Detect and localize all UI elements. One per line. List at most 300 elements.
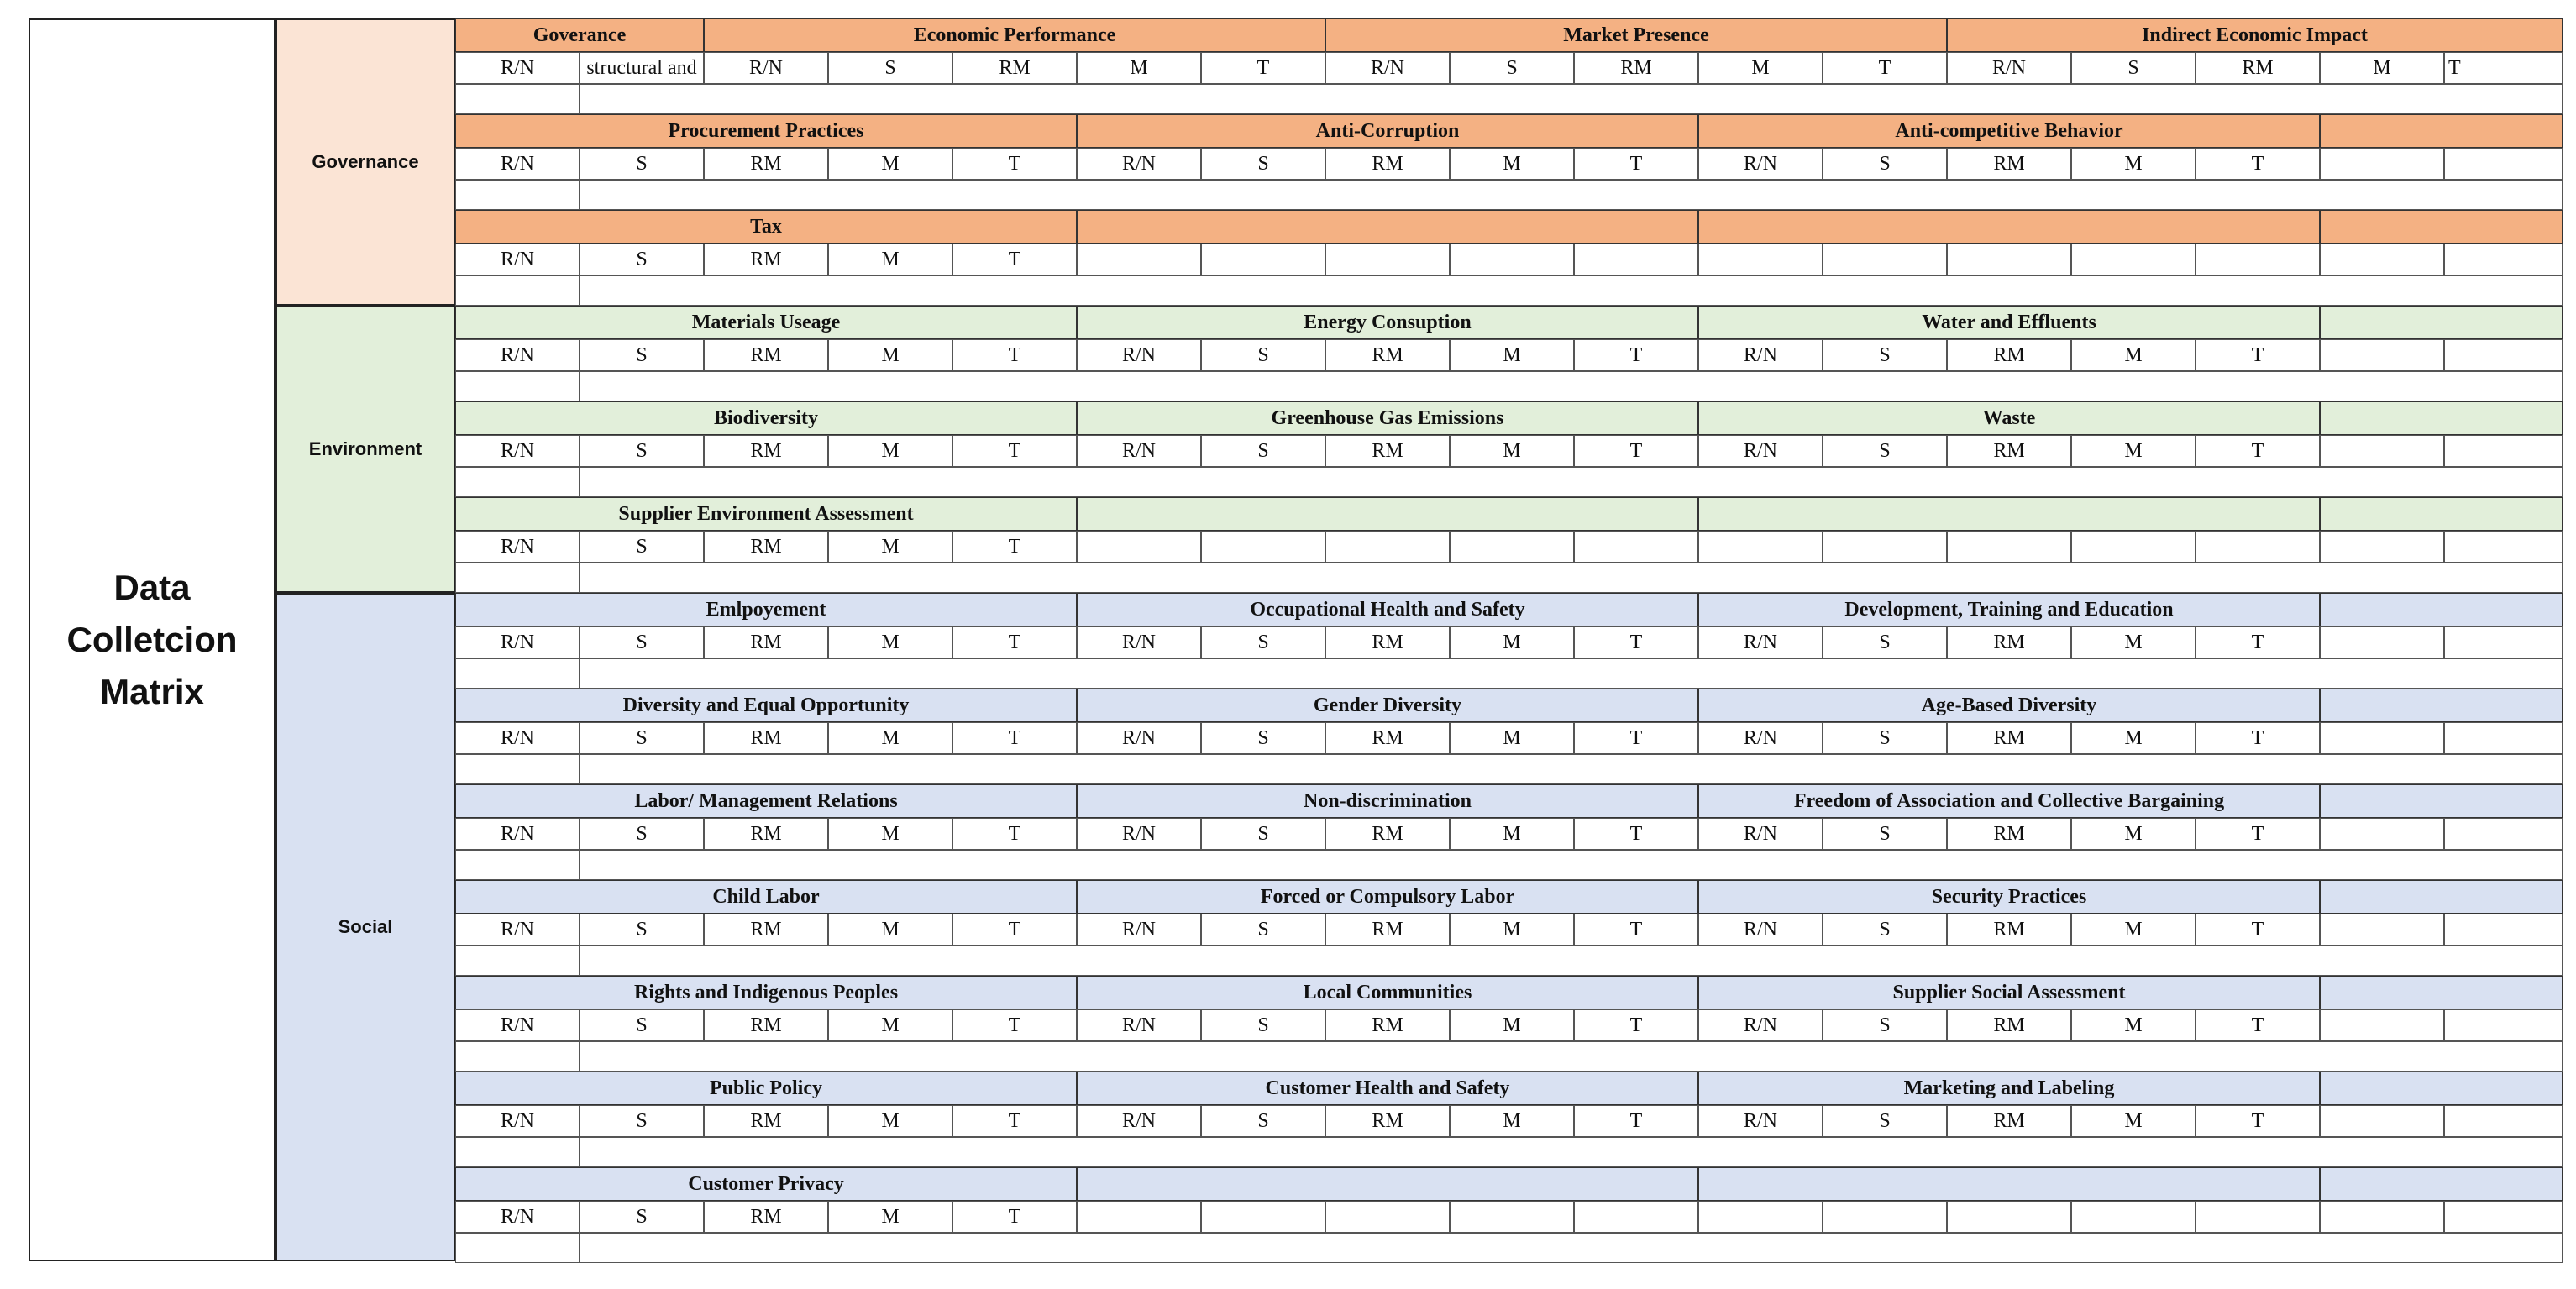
sub-label-cell[interactable]: T xyxy=(2196,722,2320,754)
notes-cell[interactable] xyxy=(455,467,580,497)
sub-label-cell[interactable]: M xyxy=(828,1009,952,1041)
topic-header: Economic Performance xyxy=(704,18,1325,52)
sub-label-cell[interactable] xyxy=(2320,1009,2444,1041)
sub-label-cell[interactable]: R/N xyxy=(455,722,580,754)
sub-label-cell[interactable]: S xyxy=(580,818,704,850)
sub-label-cell[interactable]: S xyxy=(1201,1105,1325,1137)
sub-label-cell[interactable]: T xyxy=(952,1201,1077,1233)
sub-label-cell[interactable]: R/N xyxy=(455,52,580,84)
topic-header: Biodiversity xyxy=(455,401,1077,435)
sub-label-cell[interactable] xyxy=(1201,531,1325,563)
sub-label-cell[interactable] xyxy=(1201,244,1325,275)
sub-label-cell[interactable]: M xyxy=(1450,339,1574,371)
sub-label-cell[interactable]: T xyxy=(2196,818,2320,850)
sub-label-cell[interactable] xyxy=(2196,531,2320,563)
sub-label-cell[interactable]: R/N xyxy=(1077,914,1201,946)
sub-label-cell[interactable] xyxy=(1698,1201,1823,1233)
sub-label-cell[interactable] xyxy=(2320,626,2444,658)
sub-label-cell[interactable]: R/N xyxy=(1077,626,1201,658)
sub-label-cell[interactable]: S xyxy=(1823,1009,1947,1041)
sub-label-cell[interactable]: T xyxy=(952,914,1077,946)
sub-label-cell[interactable]: S xyxy=(580,1201,704,1233)
sub-label-cell[interactable]: T xyxy=(2196,148,2320,180)
sub-label-cell[interactable] xyxy=(2444,722,2563,754)
sub-label-cell[interactable]: RM xyxy=(1325,435,1450,467)
sub-label-cell[interactable]: M xyxy=(2071,1105,2196,1137)
topic-header: Occupational Health and Safety xyxy=(1077,593,1698,626)
sub-label-cell[interactable]: T xyxy=(2196,339,2320,371)
sub-label-cell[interactable] xyxy=(1077,531,1201,563)
sub-label-cell[interactable]: R/N xyxy=(1947,52,2071,84)
sub-label-cell[interactable]: T xyxy=(952,626,1077,658)
topic-header: Energy Consuption xyxy=(1077,306,1698,339)
sub-label-cell[interactable]: RM xyxy=(704,1201,828,1233)
notes-cell[interactable] xyxy=(455,84,580,114)
sub-label-cell[interactable] xyxy=(2444,531,2563,563)
topic-header: Tax xyxy=(455,210,1077,244)
topic-header xyxy=(1698,497,2320,531)
topic-header xyxy=(2320,593,2563,626)
sub-label-cell[interactable] xyxy=(2071,531,2196,563)
sub-label-cell[interactable]: M xyxy=(1077,52,1201,84)
sub-label-cell[interactable]: RM xyxy=(704,244,828,275)
section-label-environment: Environment xyxy=(275,306,455,593)
sub-label-cell[interactable]: S xyxy=(1823,148,1947,180)
sub-label-cell[interactable] xyxy=(1698,531,1823,563)
sub-label-cell[interactable]: R/N xyxy=(1077,722,1201,754)
sub-label-cell[interactable]: M xyxy=(828,722,952,754)
sub-label-cell[interactable] xyxy=(2444,435,2563,467)
sub-label-cell[interactable]: RM xyxy=(1325,626,1450,658)
sub-label-cell[interactable]: T xyxy=(952,339,1077,371)
sub-label-cell[interactable] xyxy=(2444,626,2563,658)
topic-header: Diversity and Equal Opportunity xyxy=(455,689,1077,722)
sub-label-cell[interactable]: RM xyxy=(1947,1105,2071,1137)
sub-label-cell[interactable]: R/N xyxy=(1077,1105,1201,1137)
sub-label-cell[interactable]: S xyxy=(828,52,952,84)
topic-header xyxy=(2320,689,2563,722)
sub-label-cell[interactable]: R/N xyxy=(1698,435,1823,467)
sub-label-cell[interactable]: M xyxy=(2071,148,2196,180)
topic-header: Supplier Environment Assessment xyxy=(455,497,1077,531)
topic-header: Waste xyxy=(1698,401,2320,435)
sub-label-cell[interactable]: T xyxy=(1574,339,1698,371)
notes-cell[interactable] xyxy=(580,850,2563,880)
sub-label-cell[interactable] xyxy=(1325,1201,1450,1233)
topic-header: Security Practices xyxy=(1698,880,2320,914)
sub-label-cell[interactable]: RM xyxy=(1947,435,2071,467)
sub-label-cell[interactable]: RM xyxy=(1947,914,2071,946)
notes-cell[interactable] xyxy=(580,180,2563,210)
sub-label-cell[interactable]: S xyxy=(580,531,704,563)
sub-label-cell[interactable] xyxy=(1698,244,1823,275)
sub-label-cell[interactable]: T xyxy=(1201,52,1325,84)
topic-header: Customer Health and Safety xyxy=(1077,1072,1698,1105)
topic-header: Indirect Economic Impact xyxy=(1947,18,2563,52)
sub-label-cell[interactable]: RM xyxy=(1325,339,1450,371)
sub-label-cell[interactable]: S xyxy=(1201,914,1325,946)
sub-label-cell[interactable]: RM xyxy=(704,914,828,946)
sub-label-cell[interactable]: T xyxy=(952,1009,1077,1041)
sub-label-cell[interactable] xyxy=(2444,1009,2563,1041)
sub-label-cell[interactable] xyxy=(2320,339,2444,371)
sub-label-cell[interactable]: T xyxy=(952,435,1077,467)
sub-label-cell[interactable]: S xyxy=(580,1105,704,1137)
sub-label-cell[interactable]: M xyxy=(2071,339,2196,371)
topic-header xyxy=(2320,784,2563,818)
sub-label-cell[interactable] xyxy=(2444,818,2563,850)
notes-cell[interactable] xyxy=(580,754,2563,784)
sub-label-cell[interactable]: S xyxy=(1201,818,1325,850)
topic-header: Greenhouse Gas Emissions xyxy=(1077,401,1698,435)
topic-header: Anti-Corruption xyxy=(1077,114,1698,148)
sub-label-cell[interactable]: S xyxy=(1201,1009,1325,1041)
sub-label-cell[interactable]: T xyxy=(1574,435,1698,467)
sub-label-cell[interactable] xyxy=(1450,244,1574,275)
sub-label-cell[interactable]: S xyxy=(580,148,704,180)
sub-label-cell[interactable] xyxy=(1947,531,2071,563)
topic-header: Gender Diversity xyxy=(1077,689,1698,722)
sub-label-cell[interactable] xyxy=(2320,531,2444,563)
sub-label-cell[interactable]: R/N xyxy=(455,1009,580,1041)
sub-label-cell[interactable]: R/N xyxy=(1077,435,1201,467)
sub-label-cell[interactable] xyxy=(1823,1201,1947,1233)
topic-header: Market Presence xyxy=(1325,18,1947,52)
sub-label-cell[interactable]: T xyxy=(1823,52,1947,84)
sub-label-cell[interactable]: R/N xyxy=(455,1201,580,1233)
sub-label-cell[interactable] xyxy=(2196,1201,2320,1233)
notes-cell[interactable] xyxy=(455,1041,580,1072)
topic-header xyxy=(2320,1167,2563,1201)
topic-header xyxy=(2320,880,2563,914)
sub-label-cell[interactable]: R/N xyxy=(1698,148,1823,180)
sub-label-cell[interactable]: R/N xyxy=(455,339,580,371)
sub-label-cell[interactable] xyxy=(2320,722,2444,754)
sub-label-cell[interactable]: S xyxy=(1823,626,1947,658)
sub-label-cell[interactable] xyxy=(1077,244,1201,275)
sub-label-cell[interactable]: RM xyxy=(1947,339,2071,371)
notes-cell[interactable] xyxy=(455,850,580,880)
notes-cell[interactable] xyxy=(455,1233,580,1263)
sub-label-cell[interactable]: RM xyxy=(1947,818,2071,850)
sub-label-cell[interactable]: M xyxy=(2071,914,2196,946)
sub-label-cell[interactable] xyxy=(1947,1201,2071,1233)
sub-label-cell[interactable]: RM xyxy=(1325,914,1450,946)
topic-header: Anti-competitive Behavior xyxy=(1698,114,2320,148)
sub-label-cell[interactable]: T xyxy=(952,148,1077,180)
sub-label-cell[interactable]: S xyxy=(1201,722,1325,754)
topic-header: Non-discrimination xyxy=(1077,784,1698,818)
sub-label-cell[interactable] xyxy=(1574,1201,1698,1233)
sub-label-cell[interactable]: S xyxy=(1201,626,1325,658)
sub-label-cell[interactable]: R/N xyxy=(1077,148,1201,180)
topic-header: Goverance xyxy=(455,18,704,52)
notes-cell[interactable] xyxy=(580,467,2563,497)
sub-label-cell[interactable]: S xyxy=(580,339,704,371)
sub-label-cell[interactable]: RM xyxy=(704,626,828,658)
sub-label-cell[interactable]: M xyxy=(828,148,952,180)
sub-label-cell[interactable] xyxy=(2320,1105,2444,1137)
sub-label-cell[interactable]: S xyxy=(2071,52,2196,84)
topic-header: Water and Effluents xyxy=(1698,306,2320,339)
sub-label-cell[interactable]: M xyxy=(2071,435,2196,467)
topic-header xyxy=(1077,1167,1698,1201)
sub-label-cell[interactable] xyxy=(2071,244,2196,275)
sub-label-cell[interactable] xyxy=(1947,244,2071,275)
sub-label-cell[interactable]: M xyxy=(1450,435,1574,467)
sub-label-cell[interactable]: R/N xyxy=(1698,339,1823,371)
sub-label-cell[interactable]: RM xyxy=(1325,818,1450,850)
sub-label-cell[interactable]: R/N xyxy=(1325,52,1450,84)
sub-label-cell[interactable]: RM xyxy=(704,435,828,467)
notes-cell[interactable] xyxy=(580,371,2563,401)
sub-label-cell[interactable] xyxy=(1325,244,1450,275)
sub-label-cell[interactable]: M xyxy=(828,914,952,946)
sub-label-cell[interactable]: M xyxy=(2320,52,2444,84)
sub-label-cell[interactable]: RM xyxy=(704,1105,828,1137)
sub-label-cell[interactable]: R/N xyxy=(704,52,828,84)
sub-label-cell[interactable]: RM xyxy=(704,148,828,180)
sub-label-cell[interactable] xyxy=(1574,531,1698,563)
sub-label-cell[interactable]: S xyxy=(580,244,704,275)
sub-label-cell[interactable]: M xyxy=(2071,626,2196,658)
sub-label-cell[interactable]: S xyxy=(1823,722,1947,754)
topic-header: Public Policy xyxy=(455,1072,1077,1105)
sub-label-cell[interactable]: M xyxy=(2071,722,2196,754)
sub-label-cell[interactable]: M xyxy=(828,435,952,467)
sub-label-cell[interactable]: R/N xyxy=(1077,339,1201,371)
sub-label-cell[interactable]: M xyxy=(1450,914,1574,946)
sub-label-cell[interactable]: M xyxy=(828,339,952,371)
topic-header: Supplier Social Assessment xyxy=(1698,976,2320,1009)
sub-label-cell[interactable]: RM xyxy=(704,339,828,371)
sub-label-cell[interactable]: R/N xyxy=(455,818,580,850)
sub-label-cell[interactable]: RM xyxy=(1325,1105,1450,1137)
sub-label-cell[interactable] xyxy=(2444,339,2563,371)
notes-cell[interactable] xyxy=(455,946,580,976)
sub-label-cell[interactable]: R/N xyxy=(455,626,580,658)
sub-label-cell[interactable] xyxy=(1325,531,1450,563)
sub-label-cell[interactable]: RM xyxy=(1325,722,1450,754)
sub-label-cell[interactable]: M xyxy=(1450,1105,1574,1137)
sub-label-cell[interactable]: M xyxy=(1450,626,1574,658)
sub-label-cell[interactable]: R/N xyxy=(455,435,580,467)
topic-header: Materials Useage xyxy=(455,306,1077,339)
sub-label-cell[interactable]: S xyxy=(580,722,704,754)
sub-label-cell[interactable] xyxy=(2444,1201,2563,1233)
sub-label-cell[interactable] xyxy=(1823,531,1947,563)
topic-header: Freedom of Association and Collective Bargaining xyxy=(1698,784,2320,818)
topic-header xyxy=(2320,306,2563,339)
sub-label-cell[interactable]: T xyxy=(2196,1105,2320,1137)
sub-label-cell[interactable]: T xyxy=(952,531,1077,563)
sub-label-cell[interactable]: RM xyxy=(2196,52,2320,84)
sub-label-cell[interactable] xyxy=(2444,244,2563,275)
sub-label-cell[interactable]: RM xyxy=(704,1009,828,1041)
sub-label-cell[interactable]: RM xyxy=(1947,1009,2071,1041)
notes-cell[interactable] xyxy=(455,658,580,689)
sub-label-cell[interactable]: RM xyxy=(1947,148,2071,180)
sub-label-cell[interactable]: T xyxy=(2196,914,2320,946)
topic-header: Rights and Indigenous Peoples xyxy=(455,976,1077,1009)
sub-label-cell[interactable]: T xyxy=(1574,914,1698,946)
sub-label-cell[interactable]: R/N xyxy=(455,531,580,563)
sub-label-cell[interactable]: S xyxy=(580,1009,704,1041)
sub-label-cell[interactable]: S xyxy=(1823,914,1947,946)
sub-label-cell[interactable] xyxy=(2320,244,2444,275)
sub-label-cell[interactable]: M xyxy=(1698,52,1823,84)
sub-label-cell[interactable]: T xyxy=(1574,1105,1698,1137)
sub-label-cell[interactable] xyxy=(2444,914,2563,946)
notes-cell[interactable] xyxy=(455,1137,580,1167)
sub-label-cell[interactable]: R/N xyxy=(1698,626,1823,658)
sub-label-cell[interactable]: S xyxy=(1201,148,1325,180)
topic-header: Customer Privacy xyxy=(455,1167,1077,1201)
notes-cell[interactable] xyxy=(455,275,580,306)
sub-label-cell[interactable]: T xyxy=(2444,52,2563,84)
sub-label-cell[interactable] xyxy=(1574,244,1698,275)
sub-label-cell[interactable]: T xyxy=(2196,435,2320,467)
sub-label-cell[interactable]: S xyxy=(580,435,704,467)
sub-label-cell[interactable] xyxy=(1077,1201,1201,1233)
sub-label-cell[interactable]: M xyxy=(1450,818,1574,850)
sub-label-cell[interactable]: T xyxy=(2196,626,2320,658)
topic-header xyxy=(1698,210,2320,244)
topic-header: Labor/ Management Relations xyxy=(455,784,1077,818)
topic-header: Emlpoyement xyxy=(455,593,1077,626)
topic-header: Forced or Compulsory Labor xyxy=(1077,880,1698,914)
topic-header xyxy=(2320,401,2563,435)
sub-label-cell[interactable] xyxy=(2071,1201,2196,1233)
sub-label-cell[interactable]: S xyxy=(1823,818,1947,850)
sub-label-cell[interactable]: M xyxy=(1450,148,1574,180)
sub-label-cell[interactable]: RM xyxy=(1325,148,1450,180)
sub-label-cell[interactable]: R/N xyxy=(1698,1009,1823,1041)
sub-label-cell[interactable]: RM xyxy=(1947,626,2071,658)
sub-label-cell[interactable] xyxy=(2320,1201,2444,1233)
sub-label-cell[interactable] xyxy=(2320,914,2444,946)
sub-label-cell[interactable]: T xyxy=(952,818,1077,850)
sub-label-cell[interactable]: T xyxy=(1574,148,1698,180)
sub-label-cell[interactable]: R/N xyxy=(1077,1009,1201,1041)
sub-label-cell[interactable]: R/N xyxy=(455,914,580,946)
notes-cell[interactable] xyxy=(580,658,2563,689)
notes-cell[interactable] xyxy=(580,1233,2563,1263)
sub-label-cell[interactable]: S xyxy=(1201,339,1325,371)
notes-cell[interactable] xyxy=(580,563,2563,593)
sub-label-cell[interactable]: T xyxy=(2196,1009,2320,1041)
notes-cell[interactable] xyxy=(580,1041,2563,1072)
sub-label-cell[interactable]: S xyxy=(1823,1105,1947,1137)
notes-cell[interactable] xyxy=(580,275,2563,306)
sub-label-cell[interactable]: RM xyxy=(952,52,1077,84)
topic-header xyxy=(2320,976,2563,1009)
sub-label-cell[interactable]: M xyxy=(828,1105,952,1137)
sub-label-cell[interactable]: M xyxy=(1450,722,1574,754)
sub-label-cell[interactable]: RM xyxy=(1574,52,1698,84)
sub-label-cell[interactable]: M xyxy=(1450,1009,1574,1041)
sub-label-cell[interactable]: RM xyxy=(704,722,828,754)
sub-label-cell[interactable]: RM xyxy=(704,818,828,850)
sub-label-cell[interactable] xyxy=(2320,435,2444,467)
sub-label-cell[interactable] xyxy=(2444,1105,2563,1137)
notes-cell[interactable] xyxy=(580,946,2563,976)
notes-cell[interactable] xyxy=(580,1137,2563,1167)
sub-label-cell[interactable] xyxy=(1823,244,1947,275)
sub-label-cell[interactable]: T xyxy=(952,722,1077,754)
topic-header xyxy=(2320,497,2563,531)
sub-label-cell[interactable]: RM xyxy=(704,531,828,563)
topic-header xyxy=(1698,1167,2320,1201)
sub-label-cell[interactable]: T xyxy=(1574,1009,1698,1041)
sub-label-cell[interactable]: R/N xyxy=(1698,818,1823,850)
sub-label-cell[interactable]: S xyxy=(1823,435,1947,467)
sub-label-cell[interactable]: structural and xyxy=(580,52,704,84)
topic-header xyxy=(2320,1072,2563,1105)
sub-label-cell[interactable]: S xyxy=(580,914,704,946)
sub-label-cell[interactable]: M xyxy=(828,626,952,658)
sub-label-cell[interactable]: T xyxy=(952,1105,1077,1137)
sub-label-cell[interactable]: M xyxy=(2071,1009,2196,1041)
topic-header: Child Labor xyxy=(455,880,1077,914)
notes-cell[interactable] xyxy=(455,180,580,210)
notes-cell[interactable] xyxy=(580,84,2563,114)
sub-label-cell[interactable]: T xyxy=(1574,818,1698,850)
sub-label-cell[interactable]: S xyxy=(1201,435,1325,467)
sub-label-cell[interactable]: S xyxy=(580,626,704,658)
sub-label-cell[interactable]: M xyxy=(828,531,952,563)
sub-label-cell[interactable] xyxy=(2320,818,2444,850)
sub-label-cell[interactable]: M xyxy=(828,1201,952,1233)
notes-cell[interactable] xyxy=(455,563,580,593)
sub-label-cell[interactable]: R/N xyxy=(1698,1105,1823,1137)
notes-cell[interactable] xyxy=(455,371,580,401)
topic-header: Local Communities xyxy=(1077,976,1698,1009)
sub-label-cell[interactable]: RM xyxy=(1325,1009,1450,1041)
sub-label-cell[interactable]: R/N xyxy=(1077,818,1201,850)
sub-label-cell[interactable]: R/N xyxy=(455,244,580,275)
topic-header: Marketing and Labeling xyxy=(1698,1072,2320,1105)
sub-label-cell[interactable]: T xyxy=(1574,626,1698,658)
sub-label-cell[interactable]: M xyxy=(2071,818,2196,850)
sub-label-cell[interactable] xyxy=(2444,148,2563,180)
matrix-title: Data Colletcion Matrix xyxy=(29,18,275,1261)
sub-label-cell[interactable]: R/N xyxy=(455,148,580,180)
topic-header xyxy=(1077,210,1698,244)
sub-label-cell[interactable] xyxy=(2320,148,2444,180)
sub-label-cell[interactable]: T xyxy=(1574,722,1698,754)
section-label-governance: Governance xyxy=(275,18,455,306)
sub-label-cell[interactable] xyxy=(1201,1201,1325,1233)
topic-header xyxy=(2320,210,2563,244)
sub-label-cell[interactable]: R/N xyxy=(1698,914,1823,946)
sub-label-cell[interactable]: T xyxy=(952,244,1077,275)
sub-label-cell[interactable]: RM xyxy=(1947,722,2071,754)
topic-header: Development, Training and Education xyxy=(1698,593,2320,626)
sub-label-cell[interactable]: S xyxy=(1823,339,1947,371)
sub-label-cell[interactable]: S xyxy=(1450,52,1574,84)
sub-label-cell[interactable]: M xyxy=(828,818,952,850)
sub-label-cell[interactable]: M xyxy=(828,244,952,275)
notes-cell[interactable] xyxy=(455,754,580,784)
topic-header: Procurement Practices xyxy=(455,114,1077,148)
sub-label-cell[interactable] xyxy=(2196,244,2320,275)
sub-label-cell[interactable] xyxy=(1450,531,1574,563)
sub-label-cell[interactable] xyxy=(1450,1201,1574,1233)
sub-label-cell[interactable]: R/N xyxy=(455,1105,580,1137)
sub-label-cell[interactable]: R/N xyxy=(1698,722,1823,754)
topic-header: Age-Based Diversity xyxy=(1698,689,2320,722)
